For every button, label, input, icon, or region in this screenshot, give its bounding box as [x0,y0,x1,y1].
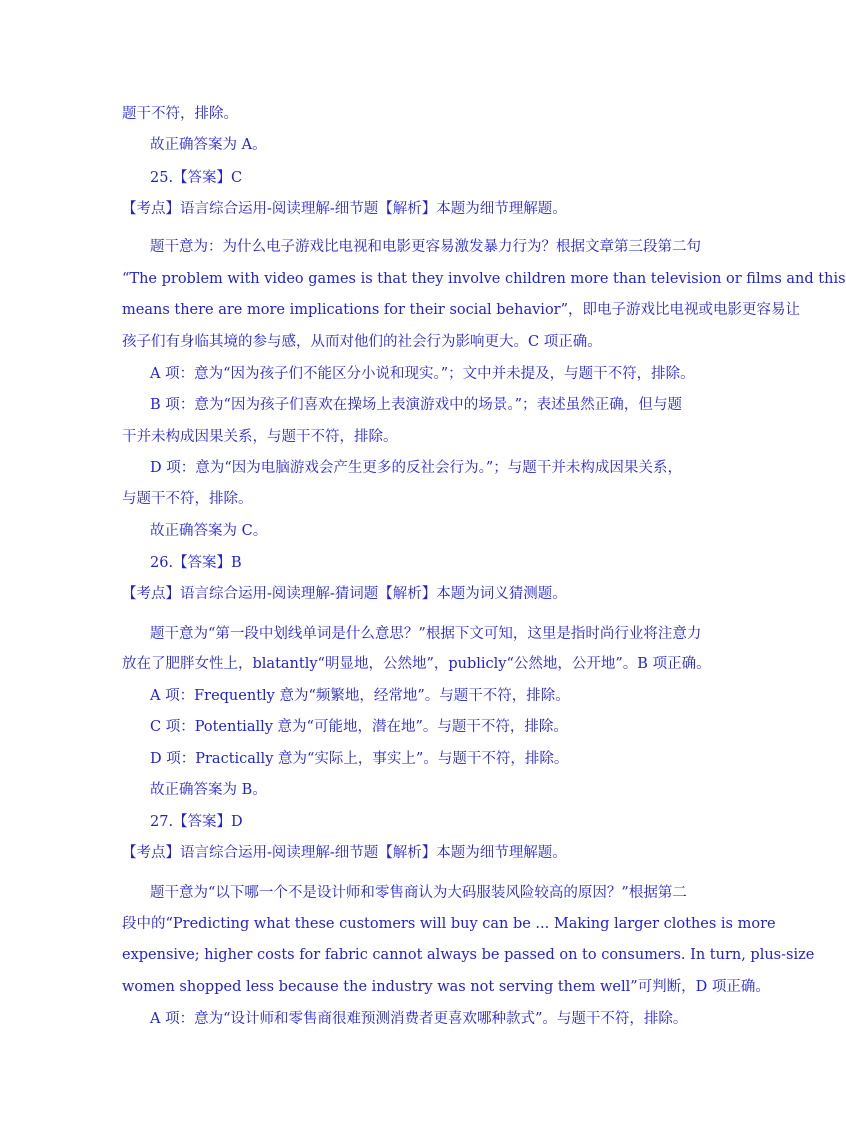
text-line: A 项：意为“因为孩子们不能区分小说和现实。”；文中并未提及，与题干不符，排除。 [150,366,695,382]
text-line: 【考点】语言综合运用-阅读理解-猜词题【解析】本题为词义猜测题。 [122,586,567,602]
text-line: B 项：意为“因为孩子们喜欢在操场上表演游戏中的场景。”；表述虽然正确，但与题 [150,397,682,413]
text-line: 干并未构成因果关系，与题干不符，排除。 [122,429,398,445]
text-line: 题干不符，排除。 [122,106,238,122]
text-line: women shopped less because the industry was not serving them well”可判断，D 项正确。 [122,979,770,995]
text-line: 题干意为“第一段中划线单词是什么意思？”根据下文可知，这里是指时尚行业将注意力 [150,626,702,642]
text-line: expensive; higher costs for fabric cannot always be passed on to consumers. In turn, plus-size [122,947,815,963]
text-line: 故正确答案为 A。 [150,137,267,153]
text-line: 题干意为：为什么电子游戏比电视和电影更容易激发暴力行为？根据文章第三段第二句 [150,239,701,255]
text-line: 孩子们有身临其境的参与感，从而对他们的社会行为影响更大。C 项正确。 [122,334,602,350]
text-line: D 项：意为“因为电脑游戏会产生更多的反社会行为。”；与题干并未构成因果关系， [150,460,682,476]
text-line: A 项：Frequently 意为“频繁地，经常地”。与题干不符，排除。 [150,688,570,704]
text-line: 【考点】语言综合运用-阅读理解-细节题【解析】本题为细节理解题。 [122,845,567,861]
text-line: “The problem with video games is that they involve children more than television or films and this [122,271,846,287]
text-line: 故正确答案为 B。 [150,782,267,798]
text-line: 题干意为“以下哪一个不是设计师和零售商认为大码服装风险较高的原因？”根据第二 [150,885,687,901]
text-line: means there are more implications for their social behavior”，即电子游戏比电视或电影更容易让 [122,302,801,318]
text-line: 段中的“Predicting what these customers will buy can be ... Making larger clothes is more [122,916,776,932]
question-heading-25: 25.【答案】C [150,170,243,186]
text-line: C 项：Potentially 意为“可能地，潜在地”。与题干不符，排除。 [150,719,568,735]
text-line: 与题干不符，排除。 [122,491,253,507]
text-line: 【考点】语言综合运用-阅读理解-细节题【解析】本题为细节理解题。 [122,201,567,217]
question-heading-27: 27.【答案】D [150,814,243,830]
text-line: 放在了肥胖女性上，blatantly“明显地，公然地”，publicly“公然地，公开地”。B 项正确。 [122,656,711,672]
question-heading-26: 26.【答案】B [150,555,242,571]
text-line: D 项：Practically 意为“实际上，事实上”。与题干不符，排除。 [150,751,569,767]
text-line: A 项：意为“设计师和零售商很难预测消费者更喜欢哪种款式”。与题干不符，排除。 [150,1011,688,1027]
text-line: 故正确答案为 C。 [150,523,268,539]
